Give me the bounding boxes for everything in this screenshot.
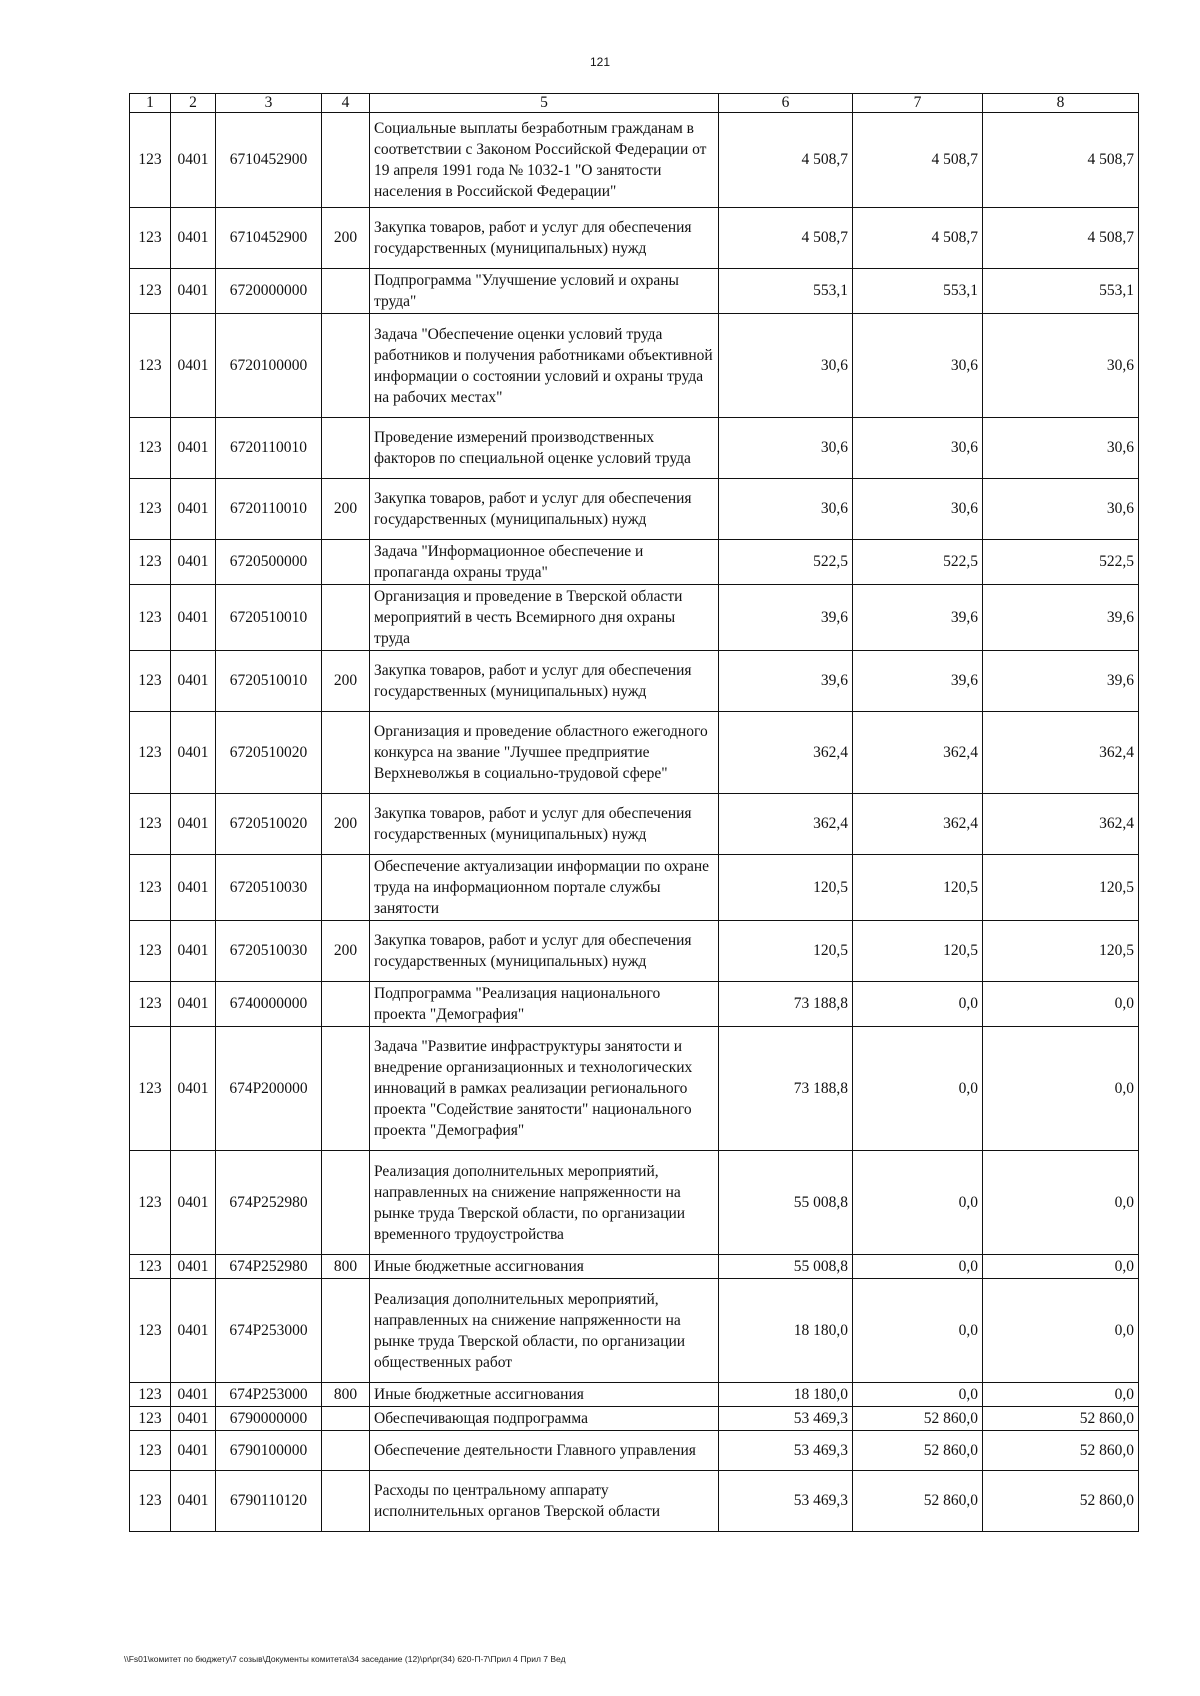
target-article-cell: 6720510020 bbox=[216, 794, 322, 855]
amount-col8-cell: 120,5 bbox=[983, 855, 1139, 921]
table-row bbox=[130, 1407, 1139, 1431]
expense-type-cell bbox=[322, 1279, 370, 1383]
amount-col6-cell: 39,6 bbox=[719, 651, 853, 712]
description-cell: Подпрограмма "Улучшение условий и охраны труда" bbox=[370, 269, 719, 314]
target-article-cell: 674P253000 bbox=[216, 1383, 322, 1407]
section-code-cell: 0401 bbox=[171, 651, 216, 712]
amount-col8-cell: 522,5 bbox=[983, 540, 1139, 585]
row-code-cell: 123 bbox=[130, 314, 171, 418]
section-code-cell: 0401 bbox=[171, 479, 216, 540]
target-article-cell: 6710452900 bbox=[216, 113, 322, 208]
description-cell: Обеспечение актуализации информации по охране труда на информационном портале службы занятости bbox=[370, 855, 719, 921]
expense-type-cell bbox=[322, 1431, 370, 1471]
amount-col6-cell: 30,6 bbox=[719, 314, 853, 418]
description-cell: Закупка товаров, работ и услуг для обеспечения государственных (муниципальных) нужд bbox=[370, 651, 719, 712]
amount-col6-cell: 120,5 bbox=[719, 855, 853, 921]
amount-col7-cell: 0,0 bbox=[853, 1255, 983, 1279]
table-row bbox=[130, 540, 1139, 585]
expense-type-cell: 200 bbox=[322, 208, 370, 269]
amount-col8-cell: 39,6 bbox=[983, 585, 1139, 651]
table-body bbox=[130, 113, 1139, 1532]
amount-col6-cell: 55 008,8 bbox=[719, 1151, 853, 1255]
row-code-cell: 123 bbox=[130, 712, 171, 794]
amount-col7-cell: 0,0 bbox=[853, 1027, 983, 1151]
target-article-cell: 674P252980 bbox=[216, 1255, 322, 1279]
amount-col7-cell: 39,6 bbox=[853, 585, 983, 651]
table-row bbox=[130, 712, 1139, 794]
expense-type-cell bbox=[322, 1471, 370, 1532]
amount-col6-cell: 73 188,8 bbox=[719, 1027, 853, 1151]
target-article-cell: 6720100000 bbox=[216, 314, 322, 418]
expense-type-cell bbox=[322, 855, 370, 921]
section-code-cell: 0401 bbox=[171, 1471, 216, 1532]
amount-col6-cell: 30,6 bbox=[719, 418, 853, 479]
amount-col7-cell: 30,6 bbox=[853, 314, 983, 418]
row-code-cell: 123 bbox=[130, 982, 171, 1027]
table-row bbox=[130, 479, 1139, 540]
amount-col7-cell: 120,5 bbox=[853, 921, 983, 982]
amount-col8-cell: 0,0 bbox=[983, 1255, 1139, 1279]
target-article-cell: 6720510010 bbox=[216, 651, 322, 712]
description-cell: Проведение измерений производственных факторов по специальной оценке условий труда bbox=[370, 418, 719, 479]
row-code-cell: 123 bbox=[130, 1027, 171, 1151]
target-article-cell: 6720510030 bbox=[216, 921, 322, 982]
column-header: 4 bbox=[322, 94, 370, 113]
row-code-cell: 123 bbox=[130, 1407, 171, 1431]
table-row bbox=[130, 1471, 1139, 1532]
description-cell: Закупка товаров, работ и услуг для обеспечения государственных (муниципальных) нужд bbox=[370, 794, 719, 855]
amount-col7-cell: 39,6 bbox=[853, 651, 983, 712]
expense-type-cell: 800 bbox=[322, 1383, 370, 1407]
target-article-cell: 6720500000 bbox=[216, 540, 322, 585]
target-article-cell: 674P253000 bbox=[216, 1279, 322, 1383]
expense-type-cell: 200 bbox=[322, 479, 370, 540]
section-code-cell: 0401 bbox=[171, 855, 216, 921]
amount-col8-cell: 362,4 bbox=[983, 712, 1139, 794]
description-cell: Иные бюджетные ассигнования bbox=[370, 1255, 719, 1279]
description-cell: Закупка товаров, работ и услуг для обеспечения государственных (муниципальных) нужд bbox=[370, 208, 719, 269]
description-cell: Обеспечивающая подпрограмма bbox=[370, 1407, 719, 1431]
footer-file-path: \\Fs01\комитет по бюджету\7 созыв\Документы комитета\34 заседание (12)\pr\pr(34) 620-П-7\Прил 4 Прил 7 Вед bbox=[124, 1654, 566, 1664]
row-code-cell: 123 bbox=[130, 540, 171, 585]
target-article-cell: 6790110120 bbox=[216, 1471, 322, 1532]
section-code-cell: 0401 bbox=[171, 1151, 216, 1255]
expense-type-cell bbox=[322, 712, 370, 794]
amount-col8-cell: 0,0 bbox=[983, 1383, 1139, 1407]
amount-col8-cell: 4 508,7 bbox=[983, 113, 1139, 208]
amount-col6-cell: 4 508,7 bbox=[719, 113, 853, 208]
amount-col8-cell: 30,6 bbox=[983, 479, 1139, 540]
row-code-cell: 123 bbox=[130, 921, 171, 982]
expense-type-cell: 200 bbox=[322, 921, 370, 982]
amount-col7-cell: 4 508,7 bbox=[853, 113, 983, 208]
description-cell: Социальные выплаты безработным гражданам в соответствии с Законом Российской Федерации от 19 апреля 1991 года № 1032-1 "О занятости населения в Российской Федерации" bbox=[370, 113, 719, 208]
amount-col6-cell: 53 469,3 bbox=[719, 1407, 853, 1431]
amount-col7-cell: 52 860,0 bbox=[853, 1471, 983, 1532]
table-row bbox=[130, 1279, 1139, 1383]
description-cell: Обеспечение деятельности Главного управления bbox=[370, 1431, 719, 1471]
description-cell: Закупка товаров, работ и услуг для обеспечения государственных (муниципальных) нужд bbox=[370, 921, 719, 982]
column-header: 5 bbox=[370, 94, 719, 113]
amount-col8-cell: 362,4 bbox=[983, 794, 1139, 855]
amount-col7-cell: 52 860,0 bbox=[853, 1431, 983, 1471]
amount-col7-cell: 52 860,0 bbox=[853, 1407, 983, 1431]
section-code-cell: 0401 bbox=[171, 1027, 216, 1151]
expense-type-cell bbox=[322, 1407, 370, 1431]
table-row bbox=[130, 651, 1139, 712]
row-code-cell: 123 bbox=[130, 585, 171, 651]
amount-col6-cell: 522,5 bbox=[719, 540, 853, 585]
amount-col6-cell: 53 469,3 bbox=[719, 1431, 853, 1471]
section-code-cell: 0401 bbox=[171, 712, 216, 794]
table-row bbox=[130, 1151, 1139, 1255]
expense-type-cell bbox=[322, 418, 370, 479]
amount-col7-cell: 30,6 bbox=[853, 479, 983, 540]
section-code-cell: 0401 bbox=[171, 113, 216, 208]
target-article-cell: 674P200000 bbox=[216, 1027, 322, 1151]
section-code-cell: 0401 bbox=[171, 1431, 216, 1471]
amount-col6-cell: 362,4 bbox=[719, 712, 853, 794]
section-code-cell: 0401 bbox=[171, 1279, 216, 1383]
amount-col6-cell: 55 008,8 bbox=[719, 1255, 853, 1279]
budget-table bbox=[129, 93, 1139, 1532]
page-number: 121 bbox=[589, 55, 611, 69]
row-code-cell: 123 bbox=[130, 1431, 171, 1471]
section-code-cell: 0401 bbox=[171, 208, 216, 269]
table-row bbox=[130, 794, 1139, 855]
amount-col6-cell: 553,1 bbox=[719, 269, 853, 314]
description-cell: Подпрограмма "Реализация национального проекта "Демография" bbox=[370, 982, 719, 1027]
description-cell: Иные бюджетные ассигнования bbox=[370, 1383, 719, 1407]
target-article-cell: 6720000000 bbox=[216, 269, 322, 314]
section-code-cell: 0401 bbox=[171, 794, 216, 855]
column-header: 7 bbox=[853, 94, 983, 113]
amount-col8-cell: 0,0 bbox=[983, 1027, 1139, 1151]
description-cell: Закупка товаров, работ и услуг для обеспечения государственных (муниципальных) нужд bbox=[370, 479, 719, 540]
amount-col7-cell: 0,0 bbox=[853, 982, 983, 1027]
table-header-row bbox=[130, 94, 1139, 113]
description-cell: Реализация дополнительных мероприятий, направленных на снижение напряженности на рынке труда Тверской области, по организации общественных работ bbox=[370, 1279, 719, 1383]
section-code-cell: 0401 bbox=[171, 982, 216, 1027]
column-header: 1 bbox=[130, 94, 171, 113]
row-code-cell: 123 bbox=[130, 1383, 171, 1407]
amount-col6-cell: 18 180,0 bbox=[719, 1279, 853, 1383]
amount-col7-cell: 0,0 bbox=[853, 1279, 983, 1383]
amount-col6-cell: 53 469,3 bbox=[719, 1471, 853, 1532]
section-code-cell: 0401 bbox=[171, 269, 216, 314]
amount-col8-cell: 52 860,0 bbox=[983, 1407, 1139, 1431]
row-code-cell: 123 bbox=[130, 113, 171, 208]
row-code-cell: 123 bbox=[130, 1151, 171, 1255]
amount-col7-cell: 30,6 bbox=[853, 418, 983, 479]
amount-col7-cell: 362,4 bbox=[853, 712, 983, 794]
amount-col7-cell: 0,0 bbox=[853, 1151, 983, 1255]
amount-col8-cell: 39,6 bbox=[983, 651, 1139, 712]
table-row bbox=[130, 418, 1139, 479]
description-cell: Реализация дополнительных мероприятий, направленных на снижение напряженности на рынке труда Тверской области, по организации временного трудоустройства bbox=[370, 1151, 719, 1255]
description-cell: Организация и проведение областного ежегодного конкурса на звание "Лучшее предприятие Верхневолжья в социально-трудовой сфере" bbox=[370, 712, 719, 794]
expense-type-cell bbox=[322, 540, 370, 585]
amount-col8-cell: 30,6 bbox=[983, 314, 1139, 418]
section-code-cell: 0401 bbox=[171, 1407, 216, 1431]
amount-col8-cell: 0,0 bbox=[983, 982, 1139, 1027]
target-article-cell: 6710452900 bbox=[216, 208, 322, 269]
description-cell: Расходы по центральному аппарату исполнительных органов Тверской области bbox=[370, 1471, 719, 1532]
expense-type-cell bbox=[322, 585, 370, 651]
row-code-cell: 123 bbox=[130, 269, 171, 314]
table-row bbox=[130, 1027, 1139, 1151]
amount-col8-cell: 120,5 bbox=[983, 921, 1139, 982]
amount-col7-cell: 120,5 bbox=[853, 855, 983, 921]
row-code-cell: 123 bbox=[130, 794, 171, 855]
table-row bbox=[130, 208, 1139, 269]
expense-type-cell: 800 bbox=[322, 1255, 370, 1279]
row-code-cell: 123 bbox=[130, 479, 171, 540]
amount-col6-cell: 39,6 bbox=[719, 585, 853, 651]
amount-col8-cell: 52 860,0 bbox=[983, 1431, 1139, 1471]
target-article-cell: 6740000000 bbox=[216, 982, 322, 1027]
amount-col8-cell: 30,6 bbox=[983, 418, 1139, 479]
table-row bbox=[130, 314, 1139, 418]
description-cell: Организация и проведение в Тверской области мероприятий в честь Всемирного дня охраны труда bbox=[370, 585, 719, 651]
amount-col8-cell: 52 860,0 bbox=[983, 1471, 1139, 1532]
column-header: 3 bbox=[216, 94, 322, 113]
column-header: 2 bbox=[171, 94, 216, 113]
expense-type-cell: 200 bbox=[322, 651, 370, 712]
table-row bbox=[130, 1255, 1139, 1279]
section-code-cell: 0401 bbox=[171, 540, 216, 585]
amount-col8-cell: 0,0 bbox=[983, 1279, 1139, 1383]
row-code-cell: 123 bbox=[130, 1279, 171, 1383]
section-code-cell: 0401 bbox=[171, 418, 216, 479]
target-article-cell: 6720110010 bbox=[216, 479, 322, 540]
table-row bbox=[130, 269, 1139, 314]
amount-col6-cell: 362,4 bbox=[719, 794, 853, 855]
row-code-cell: 123 bbox=[130, 418, 171, 479]
amount-col7-cell: 4 508,7 bbox=[853, 208, 983, 269]
row-code-cell: 123 bbox=[130, 855, 171, 921]
amount-col6-cell: 73 188,8 bbox=[719, 982, 853, 1027]
description-cell: Задача "Информационное обеспечение и пропаганда охраны труда" bbox=[370, 540, 719, 585]
amount-col6-cell: 18 180,0 bbox=[719, 1383, 853, 1407]
amount-col8-cell: 553,1 bbox=[983, 269, 1139, 314]
description-cell: Задача "Обеспечение оценки условий труда работников и получения работниками объективной информации о состоянии условий и охраны труда на рабочих местах" bbox=[370, 314, 719, 418]
table-row bbox=[130, 982, 1139, 1027]
target-article-cell: 6790100000 bbox=[216, 1431, 322, 1471]
table-row bbox=[130, 1383, 1139, 1407]
table-row bbox=[130, 585, 1139, 651]
target-article-cell: 6720510020 bbox=[216, 712, 322, 794]
amount-col8-cell: 4 508,7 bbox=[983, 208, 1139, 269]
column-header: 6 bbox=[719, 94, 853, 113]
row-code-cell: 123 bbox=[130, 1471, 171, 1532]
row-code-cell: 123 bbox=[130, 208, 171, 269]
target-article-cell: 6720510010 bbox=[216, 585, 322, 651]
table-row bbox=[130, 855, 1139, 921]
amount-col6-cell: 120,5 bbox=[719, 921, 853, 982]
target-article-cell: 674P252980 bbox=[216, 1151, 322, 1255]
section-code-cell: 0401 bbox=[171, 314, 216, 418]
amount-col7-cell: 553,1 bbox=[853, 269, 983, 314]
amount-col7-cell: 0,0 bbox=[853, 1383, 983, 1407]
expense-type-cell bbox=[322, 113, 370, 208]
table-row bbox=[130, 1431, 1139, 1471]
expense-type-cell bbox=[322, 269, 370, 314]
amount-col6-cell: 4 508,7 bbox=[719, 208, 853, 269]
expense-type-cell bbox=[322, 982, 370, 1027]
row-code-cell: 123 bbox=[130, 1255, 171, 1279]
expense-type-cell bbox=[322, 1151, 370, 1255]
row-code-cell: 123 bbox=[130, 651, 171, 712]
target-article-cell: 6720510030 bbox=[216, 855, 322, 921]
column-header: 8 bbox=[983, 94, 1139, 113]
section-code-cell: 0401 bbox=[171, 1255, 216, 1279]
expense-type-cell: 200 bbox=[322, 794, 370, 855]
section-code-cell: 0401 bbox=[171, 585, 216, 651]
target-article-cell: 6790000000 bbox=[216, 1407, 322, 1431]
section-code-cell: 0401 bbox=[171, 1383, 216, 1407]
table-row bbox=[130, 921, 1139, 982]
section-code-cell: 0401 bbox=[171, 921, 216, 982]
table-row bbox=[130, 113, 1139, 208]
amount-col6-cell: 30,6 bbox=[719, 479, 853, 540]
expense-type-cell bbox=[322, 314, 370, 418]
description-cell: Задача "Развитие инфраструктуры занятости и внедрение организационных и технологических инноваций в рамках реализации регионального проекта "Содействие занятости" национального проекта "Демография" bbox=[370, 1027, 719, 1151]
amount-col7-cell: 362,4 bbox=[853, 794, 983, 855]
amount-col7-cell: 522,5 bbox=[853, 540, 983, 585]
amount-col8-cell: 0,0 bbox=[983, 1151, 1139, 1255]
target-article-cell: 6720110010 bbox=[216, 418, 322, 479]
expense-type-cell bbox=[322, 1027, 370, 1151]
